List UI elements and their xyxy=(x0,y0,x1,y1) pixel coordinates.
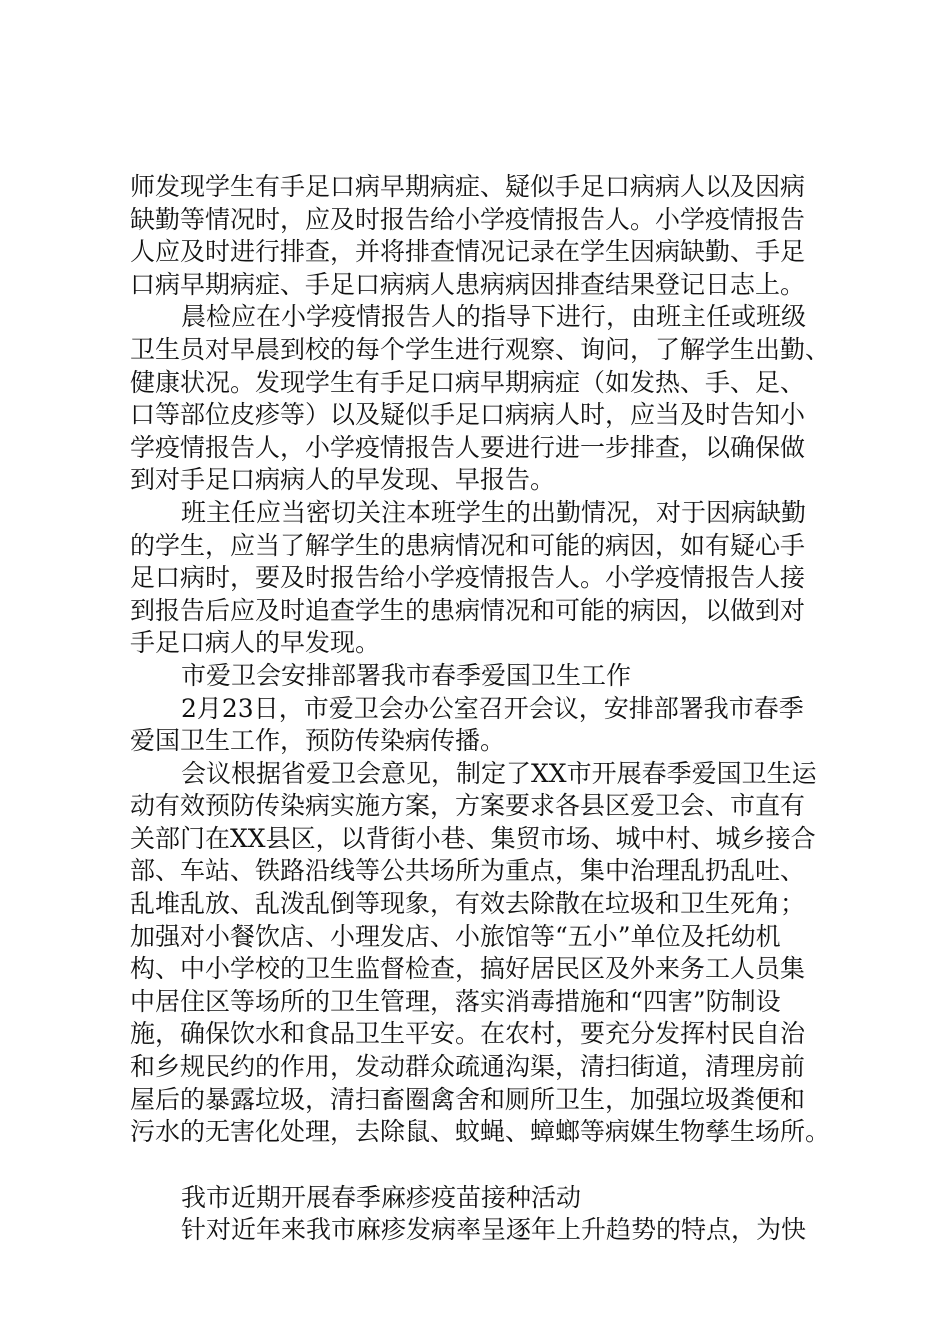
text-line: 加强对小餐饮店、小理发店、小旅馆等“五小”单位及托幼机 xyxy=(130,921,781,951)
document-body xyxy=(0,171,950,1149)
text-line: 2月23日，市爱卫会办公室召开会议，安排部署我市春季 xyxy=(181,693,804,723)
text-line: 中居住区等场所的卫生管理，落实消毒措施和“四害”防制设 xyxy=(130,986,781,1016)
text-line: 班主任应当密切关注本班学生的出勤情况，对于因病缺勤 xyxy=(181,497,807,527)
text-line: 到报告后应及时追查学生的患病情况和可能的病因，以做到对 xyxy=(130,595,806,625)
document-page xyxy=(0,171,950,1247)
text-line: 缺勤等情况时，应及时报告给小学疫情报告人。小学疫情报告 xyxy=(130,204,806,234)
text-line: 屋后的暴露垃圾，清扫畜圈禽舍和厕所卫生，加强垃圾粪便和 xyxy=(130,1084,806,1114)
text-line: 健康状况。发现学生有手足口病早期病症（如发热、手、足、 xyxy=(130,367,806,397)
text-line: 关部门在XX县区，以背街小巷、集贸市场、城中村、城乡接合 xyxy=(130,823,816,853)
text-line: 和乡规民约的作用，发动群众疏通沟渠，清扫街道，清理房前 xyxy=(130,1052,806,1082)
text-line: 手足口病人的早发现。 xyxy=(130,628,381,658)
text-line: 的学生，应当了解学生的患病情况和可能的病因，如有疑心手 xyxy=(130,530,806,560)
text-line: 部、车站、铁路沿线等公共场所为重点，集中治理乱扔乱吐、 xyxy=(130,856,806,886)
text-line: 会议根据省爱卫会意见，制定了XX市开展春季爱国卫生运 xyxy=(181,758,817,788)
text-line: 晨检应在小学疫情报告人的指导下进行，由班主任或班级 xyxy=(181,302,807,332)
document-section-measles xyxy=(0,1182,950,1247)
text-line: 人应及时进行排查，并将排查情况记录在学生因病缺勤、手足 xyxy=(130,237,806,267)
text-line: 学疫情报告人，小学疫情报告人要进行进一步排查，以确保做 xyxy=(130,432,806,462)
text-line: 施，确保饮水和食品卫生平安。在农村，要充分发挥村民自治 xyxy=(130,1019,806,1049)
text-line: 师发现学生有手足口病早期病症、疑似手足口病病人以及因病 xyxy=(130,172,806,201)
text-line: 构、中小学校的卫生监督检查，搞好居民区及外来务工人员集 xyxy=(130,954,806,984)
text-line: 口病早期病症、手足口病病人患病病因排查结果登记日志上。 xyxy=(130,269,806,299)
text-line: 我市近期开展春季麻疹疫苗接种活动 xyxy=(181,1182,582,1212)
text-line: 爱国卫生工作，预防传染病传播。 xyxy=(130,726,506,756)
text-line: 口等部位皮疹等）以及疑似手足口病病人时，应当及时告知小 xyxy=(130,400,806,430)
text-line: 乱堆乱放、乱泼乱倒等现象，有效去除散在垃圾和卫生死角； xyxy=(130,889,806,919)
text-line: 到对手足口病病人的早发现、早报告。 xyxy=(130,465,556,495)
text-line: 足口病时，要及时报告给小学疫情报告人。小学疫情报告人接 xyxy=(130,563,806,593)
text-line: 动有效预防传染病实施方案，方案要求各县区爱卫会、市直有 xyxy=(130,791,806,821)
text-line: 污水的无害化处理，去除鼠、蚊蝇、蟑螂等病媒生物孳生场所。 xyxy=(130,1117,831,1147)
blank-line xyxy=(0,1149,950,1182)
text-line: 卫生员对早晨到校的每个学生进行观察、询问，了解学生出勤、 xyxy=(130,334,831,364)
text-line: 市爱卫会安排部署我市春季爱国卫生工作 xyxy=(181,660,632,690)
text-line: 针对近年来我市麻疹发病率呈逐年上升趋势的特点，为快 xyxy=(181,1215,807,1245)
